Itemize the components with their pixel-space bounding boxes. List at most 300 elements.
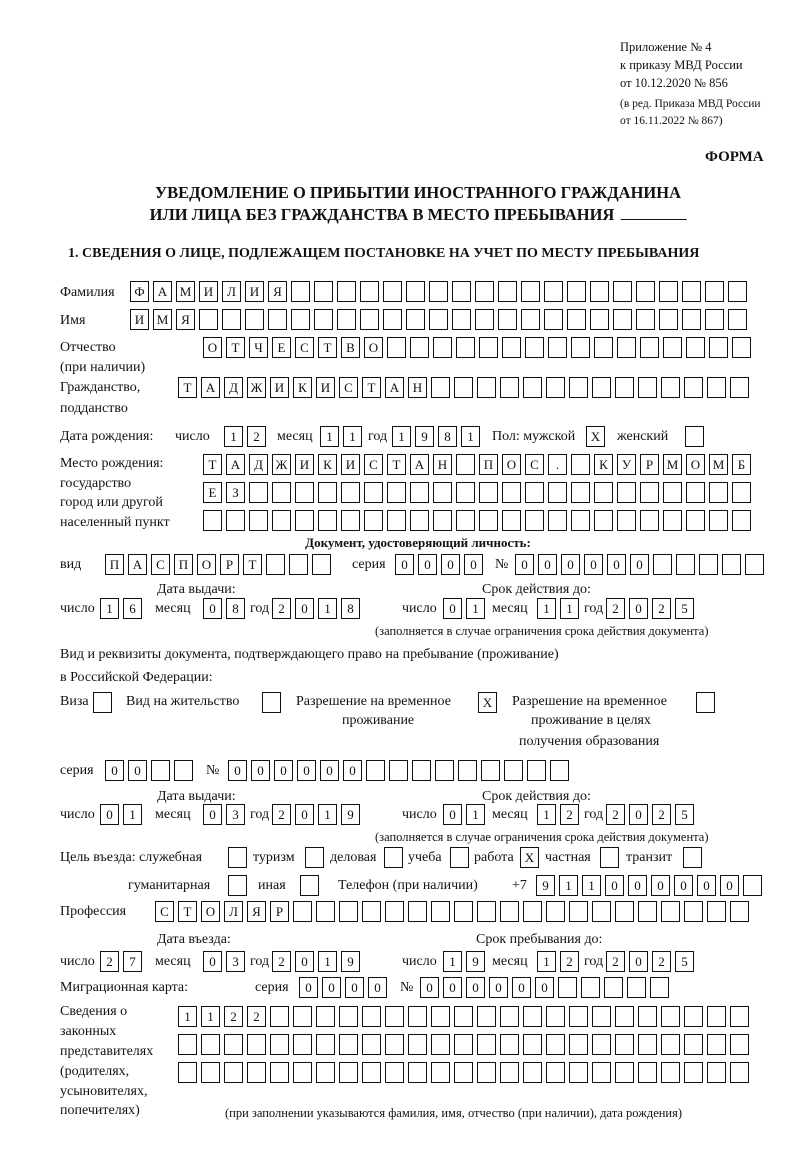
char-cell[interactable]	[364, 510, 383, 531]
entry-day-field[interactable]	[100, 951, 142, 972]
char-cell[interactable]: 0	[105, 760, 124, 781]
char-cell[interactable]	[452, 281, 471, 302]
char-cell[interactable]	[433, 482, 452, 503]
char-cell[interactable]: 0	[100, 804, 119, 825]
doc-series-field[interactable]	[395, 554, 483, 575]
char-cell[interactable]	[433, 510, 452, 531]
char-cell[interactable]	[548, 337, 567, 358]
purpose-humanitarian-checkbox[interactable]	[228, 875, 247, 896]
birth-month-field[interactable]	[320, 426, 362, 447]
char-cell[interactable]	[525, 510, 544, 531]
char-cell[interactable]	[684, 1062, 703, 1083]
checkbox-cell[interactable]: X	[520, 847, 539, 868]
char-cell[interactable]	[567, 281, 586, 302]
char-cell[interactable]: 0	[651, 875, 670, 896]
char-cell[interactable]: 2	[606, 804, 625, 825]
char-cell[interactable]	[293, 901, 312, 922]
checkbox-cell[interactable]	[685, 426, 704, 447]
char-cell[interactable]	[383, 281, 402, 302]
entry-year-field[interactable]	[272, 951, 360, 972]
char-cell[interactable]	[383, 309, 402, 330]
checkbox-cell[interactable]	[305, 847, 324, 868]
char-cell[interactable]: 5	[675, 598, 694, 619]
char-cell[interactable]	[569, 1062, 588, 1083]
char-cell[interactable]	[544, 309, 563, 330]
char-cell[interactable]	[314, 281, 333, 302]
char-cell[interactable]	[663, 510, 682, 531]
char-cell[interactable]: Л	[224, 901, 243, 922]
char-cell[interactable]: 0	[297, 760, 316, 781]
char-cell[interactable]	[569, 901, 588, 922]
char-cell[interactable]: 0	[607, 554, 626, 575]
char-cell[interactable]: Д	[224, 377, 243, 398]
char-cell[interactable]: Е	[203, 482, 222, 503]
char-cell[interactable]: 2	[224, 1006, 243, 1027]
char-cell[interactable]	[406, 281, 425, 302]
stay-month-field[interactable]	[537, 951, 579, 972]
char-cell[interactable]	[661, 1062, 680, 1083]
char-cell[interactable]	[337, 281, 356, 302]
char-cell[interactable]	[709, 510, 728, 531]
char-cell[interactable]	[546, 901, 565, 922]
char-cell[interactable]	[431, 1034, 450, 1055]
char-cell[interactable]	[500, 377, 519, 398]
stay-issue-day-field[interactable]	[100, 804, 142, 825]
char-cell[interactable]	[640, 510, 659, 531]
char-cell[interactable]	[500, 1006, 519, 1027]
char-cell[interactable]	[247, 1062, 266, 1083]
stay-year-field[interactable]	[606, 951, 694, 972]
migration-series-field[interactable]	[299, 977, 387, 998]
char-cell[interactable]: 0	[295, 804, 314, 825]
char-cell[interactable]: 0	[128, 760, 147, 781]
edu-permit-checkbox[interactable]	[696, 692, 715, 713]
purpose-private-checkbox[interactable]	[600, 847, 619, 868]
char-cell[interactable]	[571, 482, 590, 503]
char-cell[interactable]: И	[245, 281, 264, 302]
char-cell[interactable]	[475, 309, 494, 330]
stay-number-field[interactable]	[228, 760, 569, 781]
char-cell[interactable]: 0	[489, 977, 508, 998]
char-cell[interactable]	[224, 1062, 243, 1083]
char-cell[interactable]	[366, 760, 385, 781]
legal-reps-row-2[interactable]	[178, 1034, 749, 1055]
char-cell[interactable]	[615, 1006, 634, 1027]
char-cell[interactable]	[456, 337, 475, 358]
checkbox-cell[interactable]	[384, 847, 403, 868]
char-cell[interactable]	[454, 1062, 473, 1083]
char-cell[interactable]: 8	[341, 598, 360, 619]
char-cell[interactable]	[571, 337, 590, 358]
char-cell[interactable]	[456, 510, 475, 531]
char-cell[interactable]	[458, 760, 477, 781]
char-cell[interactable]	[316, 1006, 335, 1027]
char-cell[interactable]	[477, 1034, 496, 1055]
char-cell[interactable]	[684, 901, 703, 922]
char-cell[interactable]: 0	[203, 804, 222, 825]
char-cell[interactable]	[604, 977, 623, 998]
char-cell[interactable]	[686, 482, 705, 503]
char-cell[interactable]	[178, 1062, 197, 1083]
char-cell[interactable]	[728, 281, 747, 302]
migration-number-field[interactable]	[420, 977, 669, 998]
char-cell[interactable]	[707, 901, 726, 922]
char-cell[interactable]: 0	[274, 760, 293, 781]
char-cell[interactable]	[477, 901, 496, 922]
char-cell[interactable]	[431, 1062, 450, 1083]
char-cell[interactable]	[291, 309, 310, 330]
char-cell[interactable]	[389, 760, 408, 781]
char-cell[interactable]	[523, 1034, 542, 1055]
char-cell[interactable]	[412, 760, 431, 781]
char-cell[interactable]: 0	[368, 977, 387, 998]
char-cell[interactable]: 1	[343, 426, 362, 447]
char-cell[interactable]	[682, 309, 701, 330]
char-cell[interactable]	[339, 1034, 358, 1055]
char-cell[interactable]	[249, 510, 268, 531]
char-cell[interactable]: И	[295, 454, 314, 475]
surname-field[interactable]	[130, 281, 747, 302]
char-cell[interactable]: 0	[443, 977, 462, 998]
char-cell[interactable]	[429, 281, 448, 302]
char-cell[interactable]	[707, 1062, 726, 1083]
char-cell[interactable]: Н	[433, 454, 452, 475]
char-cell[interactable]: К	[318, 454, 337, 475]
checkbox-cell[interactable]	[262, 692, 281, 713]
char-cell[interactable]	[571, 510, 590, 531]
char-cell[interactable]: 1	[318, 951, 337, 972]
char-cell[interactable]	[452, 309, 471, 330]
char-cell[interactable]: 6	[123, 598, 142, 619]
birth-year-field[interactable]	[392, 426, 480, 447]
char-cell[interactable]	[500, 1034, 519, 1055]
char-cell[interactable]	[406, 309, 425, 330]
char-cell[interactable]: 2	[272, 598, 291, 619]
char-cell[interactable]	[640, 337, 659, 358]
char-cell[interactable]	[266, 554, 285, 575]
char-cell[interactable]	[728, 309, 747, 330]
profession-field[interactable]	[155, 901, 749, 922]
char-cell[interactable]: К	[594, 454, 613, 475]
char-cell[interactable]	[312, 554, 331, 575]
purpose-business-checkbox[interactable]	[384, 847, 403, 868]
char-cell[interactable]	[431, 377, 450, 398]
char-cell[interactable]	[615, 901, 634, 922]
char-cell[interactable]: О	[201, 901, 220, 922]
char-cell[interactable]: Я	[268, 281, 287, 302]
char-cell[interactable]: Т	[362, 377, 381, 398]
char-cell[interactable]: М	[153, 309, 172, 330]
char-cell[interactable]	[291, 281, 310, 302]
char-cell[interactable]: 0	[561, 554, 580, 575]
char-cell[interactable]: 0	[441, 554, 460, 575]
char-cell[interactable]	[360, 309, 379, 330]
char-cell[interactable]: 0	[630, 554, 649, 575]
stay-issue-month-field[interactable]	[203, 804, 245, 825]
purpose-other-checkbox[interactable]	[300, 875, 319, 896]
char-cell[interactable]	[316, 1034, 335, 1055]
checkbox-cell[interactable]: X	[586, 426, 605, 447]
char-cell[interactable]: П	[479, 454, 498, 475]
char-cell[interactable]	[502, 337, 521, 358]
char-cell[interactable]: 0	[295, 598, 314, 619]
char-cell[interactable]: П	[174, 554, 193, 575]
char-cell[interactable]	[730, 377, 749, 398]
checkbox-cell[interactable]	[300, 875, 319, 896]
char-cell[interactable]	[410, 337, 429, 358]
char-cell[interactable]: К	[293, 377, 312, 398]
checkbox-cell[interactable]	[93, 692, 112, 713]
char-cell[interactable]	[525, 482, 544, 503]
char-cell[interactable]	[638, 1006, 657, 1027]
char-cell[interactable]: Т	[226, 337, 245, 358]
checkbox-cell[interactable]	[683, 847, 702, 868]
char-cell[interactable]: 3	[226, 804, 245, 825]
char-cell[interactable]	[659, 309, 678, 330]
char-cell[interactable]	[341, 482, 360, 503]
char-cell[interactable]: С	[155, 901, 174, 922]
char-cell[interactable]	[523, 377, 542, 398]
char-cell[interactable]: 0	[203, 951, 222, 972]
char-cell[interactable]	[617, 482, 636, 503]
doc-valid-year-field[interactable]	[606, 598, 694, 619]
char-cell[interactable]: 0	[395, 554, 414, 575]
doc-issue-month-field[interactable]	[203, 598, 245, 619]
stay-valid-day-field[interactable]	[443, 804, 485, 825]
char-cell[interactable]	[615, 1062, 634, 1083]
char-cell[interactable]	[498, 309, 517, 330]
char-cell[interactable]: 0	[720, 875, 739, 896]
char-cell[interactable]: А	[385, 377, 404, 398]
char-cell[interactable]: 9	[341, 951, 360, 972]
char-cell[interactable]	[592, 901, 611, 922]
char-cell[interactable]	[569, 1006, 588, 1027]
char-cell[interactable]: 0	[629, 598, 648, 619]
char-cell[interactable]: О	[502, 454, 521, 475]
char-cell[interactable]: 0	[299, 977, 318, 998]
char-cell[interactable]	[481, 760, 500, 781]
char-cell[interactable]	[722, 554, 741, 575]
char-cell[interactable]: 2	[606, 598, 625, 619]
char-cell[interactable]	[408, 901, 427, 922]
char-cell[interactable]: 1	[224, 426, 243, 447]
char-cell[interactable]	[640, 482, 659, 503]
char-cell[interactable]	[385, 1034, 404, 1055]
char-cell[interactable]	[387, 337, 406, 358]
char-cell[interactable]: С	[339, 377, 358, 398]
char-cell[interactable]: 0	[418, 554, 437, 575]
char-cell[interactable]	[201, 1062, 220, 1083]
char-cell[interactable]: 2	[247, 426, 266, 447]
char-cell[interactable]: Е	[272, 337, 291, 358]
legal-reps-row-1[interactable]	[178, 1006, 749, 1027]
char-cell[interactable]: 2	[560, 804, 579, 825]
char-cell[interactable]: Р	[270, 901, 289, 922]
char-cell[interactable]	[314, 309, 333, 330]
char-cell[interactable]	[318, 510, 337, 531]
char-cell[interactable]: С	[364, 454, 383, 475]
char-cell[interactable]: 5	[675, 951, 694, 972]
char-cell[interactable]	[433, 337, 452, 358]
char-cell[interactable]: П	[105, 554, 124, 575]
char-cell[interactable]	[498, 281, 517, 302]
char-cell[interactable]	[569, 1034, 588, 1055]
char-cell[interactable]	[521, 309, 540, 330]
char-cell[interactable]: О	[197, 554, 216, 575]
char-cell[interactable]: 0	[320, 760, 339, 781]
char-cell[interactable]	[661, 1034, 680, 1055]
char-cell[interactable]	[569, 377, 588, 398]
char-cell[interactable]	[615, 377, 634, 398]
char-cell[interactable]	[479, 337, 498, 358]
phone-field[interactable]	[536, 875, 762, 896]
char-cell[interactable]	[594, 510, 613, 531]
char-cell[interactable]	[523, 901, 542, 922]
doc-valid-month-field[interactable]	[537, 598, 579, 619]
char-cell[interactable]	[504, 760, 523, 781]
char-cell[interactable]	[454, 377, 473, 398]
char-cell[interactable]	[546, 377, 565, 398]
char-cell[interactable]: Я	[247, 901, 266, 922]
char-cell[interactable]	[594, 482, 613, 503]
char-cell[interactable]	[523, 1062, 542, 1083]
char-cell[interactable]	[385, 1062, 404, 1083]
char-cell[interactable]	[364, 482, 383, 503]
stay-series-field[interactable]	[105, 760, 193, 781]
char-cell[interactable]: И	[341, 454, 360, 475]
char-cell[interactable]	[272, 510, 291, 531]
char-cell[interactable]	[477, 377, 496, 398]
char-cell[interactable]	[617, 510, 636, 531]
char-cell[interactable]	[567, 309, 586, 330]
char-cell[interactable]: 9	[536, 875, 555, 896]
stay-issue-year-field[interactable]	[272, 804, 360, 825]
char-cell[interactable]	[272, 482, 291, 503]
char-cell[interactable]: И	[199, 281, 218, 302]
char-cell[interactable]: Т	[318, 337, 337, 358]
citizenship-field[interactable]	[178, 377, 749, 398]
char-cell[interactable]	[431, 1006, 450, 1027]
checkbox-cell[interactable]	[228, 847, 247, 868]
char-cell[interactable]: 2	[652, 804, 671, 825]
char-cell[interactable]	[293, 1006, 312, 1027]
purpose-tourism-checkbox[interactable]	[305, 847, 324, 868]
char-cell[interactable]	[592, 377, 611, 398]
checkbox-cell[interactable]	[450, 847, 469, 868]
char-cell[interactable]	[638, 1062, 657, 1083]
char-cell[interactable]: М	[663, 454, 682, 475]
char-cell[interactable]	[521, 281, 540, 302]
char-cell[interactable]	[500, 901, 519, 922]
doc-issue-day-field[interactable]	[100, 598, 142, 619]
char-cell[interactable]	[546, 1006, 565, 1027]
char-cell[interactable]: 0	[629, 951, 648, 972]
char-cell[interactable]	[638, 901, 657, 922]
char-cell[interactable]	[410, 510, 429, 531]
sex-female-checkbox[interactable]	[685, 426, 704, 447]
char-cell[interactable]: 0	[420, 977, 439, 998]
char-cell[interactable]: .	[548, 454, 567, 475]
char-cell[interactable]: 1	[537, 598, 556, 619]
char-cell[interactable]	[707, 1006, 726, 1027]
char-cell[interactable]: 2	[560, 951, 579, 972]
char-cell[interactable]	[362, 1062, 381, 1083]
char-cell[interactable]: 1	[582, 875, 601, 896]
char-cell[interactable]: 0	[464, 554, 483, 575]
purpose-official-checkbox[interactable]	[228, 847, 247, 868]
char-cell[interactable]: 0	[628, 875, 647, 896]
char-cell[interactable]	[571, 454, 590, 475]
char-cell[interactable]	[429, 309, 448, 330]
name-field[interactable]	[130, 309, 747, 330]
char-cell[interactable]	[661, 377, 680, 398]
char-cell[interactable]	[707, 1034, 726, 1055]
char-cell[interactable]: 0	[295, 951, 314, 972]
char-cell[interactable]	[199, 309, 218, 330]
char-cell[interactable]: 0	[203, 598, 222, 619]
char-cell[interactable]	[548, 510, 567, 531]
char-cell[interactable]: 1	[466, 804, 485, 825]
char-cell[interactable]	[581, 977, 600, 998]
char-cell[interactable]	[316, 1062, 335, 1083]
char-cell[interactable]: У	[617, 454, 636, 475]
char-cell[interactable]	[341, 510, 360, 531]
char-cell[interactable]	[454, 1006, 473, 1027]
char-cell[interactable]: 9	[341, 804, 360, 825]
char-cell[interactable]: 2	[652, 951, 671, 972]
char-cell[interactable]: Д	[249, 454, 268, 475]
char-cell[interactable]: Ж	[272, 454, 291, 475]
char-cell[interactable]	[613, 309, 632, 330]
char-cell[interactable]: А	[153, 281, 172, 302]
char-cell[interactable]: Р	[640, 454, 659, 475]
birth-place-row-2[interactable]	[203, 482, 751, 503]
char-cell[interactable]	[617, 337, 636, 358]
char-cell[interactable]: 1	[559, 875, 578, 896]
char-cell[interactable]	[316, 901, 335, 922]
char-cell[interactable]: А	[410, 454, 429, 475]
char-cell[interactable]	[385, 901, 404, 922]
char-cell[interactable]: Ч	[249, 337, 268, 358]
doc-number-field[interactable]	[515, 554, 764, 575]
char-cell[interactable]	[592, 1062, 611, 1083]
char-cell[interactable]	[732, 337, 751, 358]
visa-checkbox[interactable]	[93, 692, 112, 713]
char-cell[interactable]	[686, 510, 705, 531]
char-cell[interactable]	[293, 1062, 312, 1083]
char-cell[interactable]: Т	[243, 554, 262, 575]
char-cell[interactable]	[226, 510, 245, 531]
char-cell[interactable]	[663, 337, 682, 358]
char-cell[interactable]	[659, 281, 678, 302]
char-cell[interactable]: 1	[201, 1006, 220, 1027]
char-cell[interactable]	[650, 977, 669, 998]
char-cell[interactable]: 0	[228, 760, 247, 781]
char-cell[interactable]: 0	[322, 977, 341, 998]
char-cell[interactable]	[653, 554, 672, 575]
char-cell[interactable]	[730, 1062, 749, 1083]
doc-type-field[interactable]	[105, 554, 331, 575]
temp-permit-checkbox[interactable]	[478, 692, 497, 713]
char-cell[interactable]: 8	[226, 598, 245, 619]
char-cell[interactable]	[270, 1062, 289, 1083]
char-cell[interactable]	[638, 377, 657, 398]
char-cell[interactable]	[454, 1034, 473, 1055]
char-cell[interactable]	[627, 977, 646, 998]
char-cell[interactable]: 0	[443, 804, 462, 825]
char-cell[interactable]: 7	[123, 951, 142, 972]
doc-issue-year-field[interactable]	[272, 598, 360, 619]
